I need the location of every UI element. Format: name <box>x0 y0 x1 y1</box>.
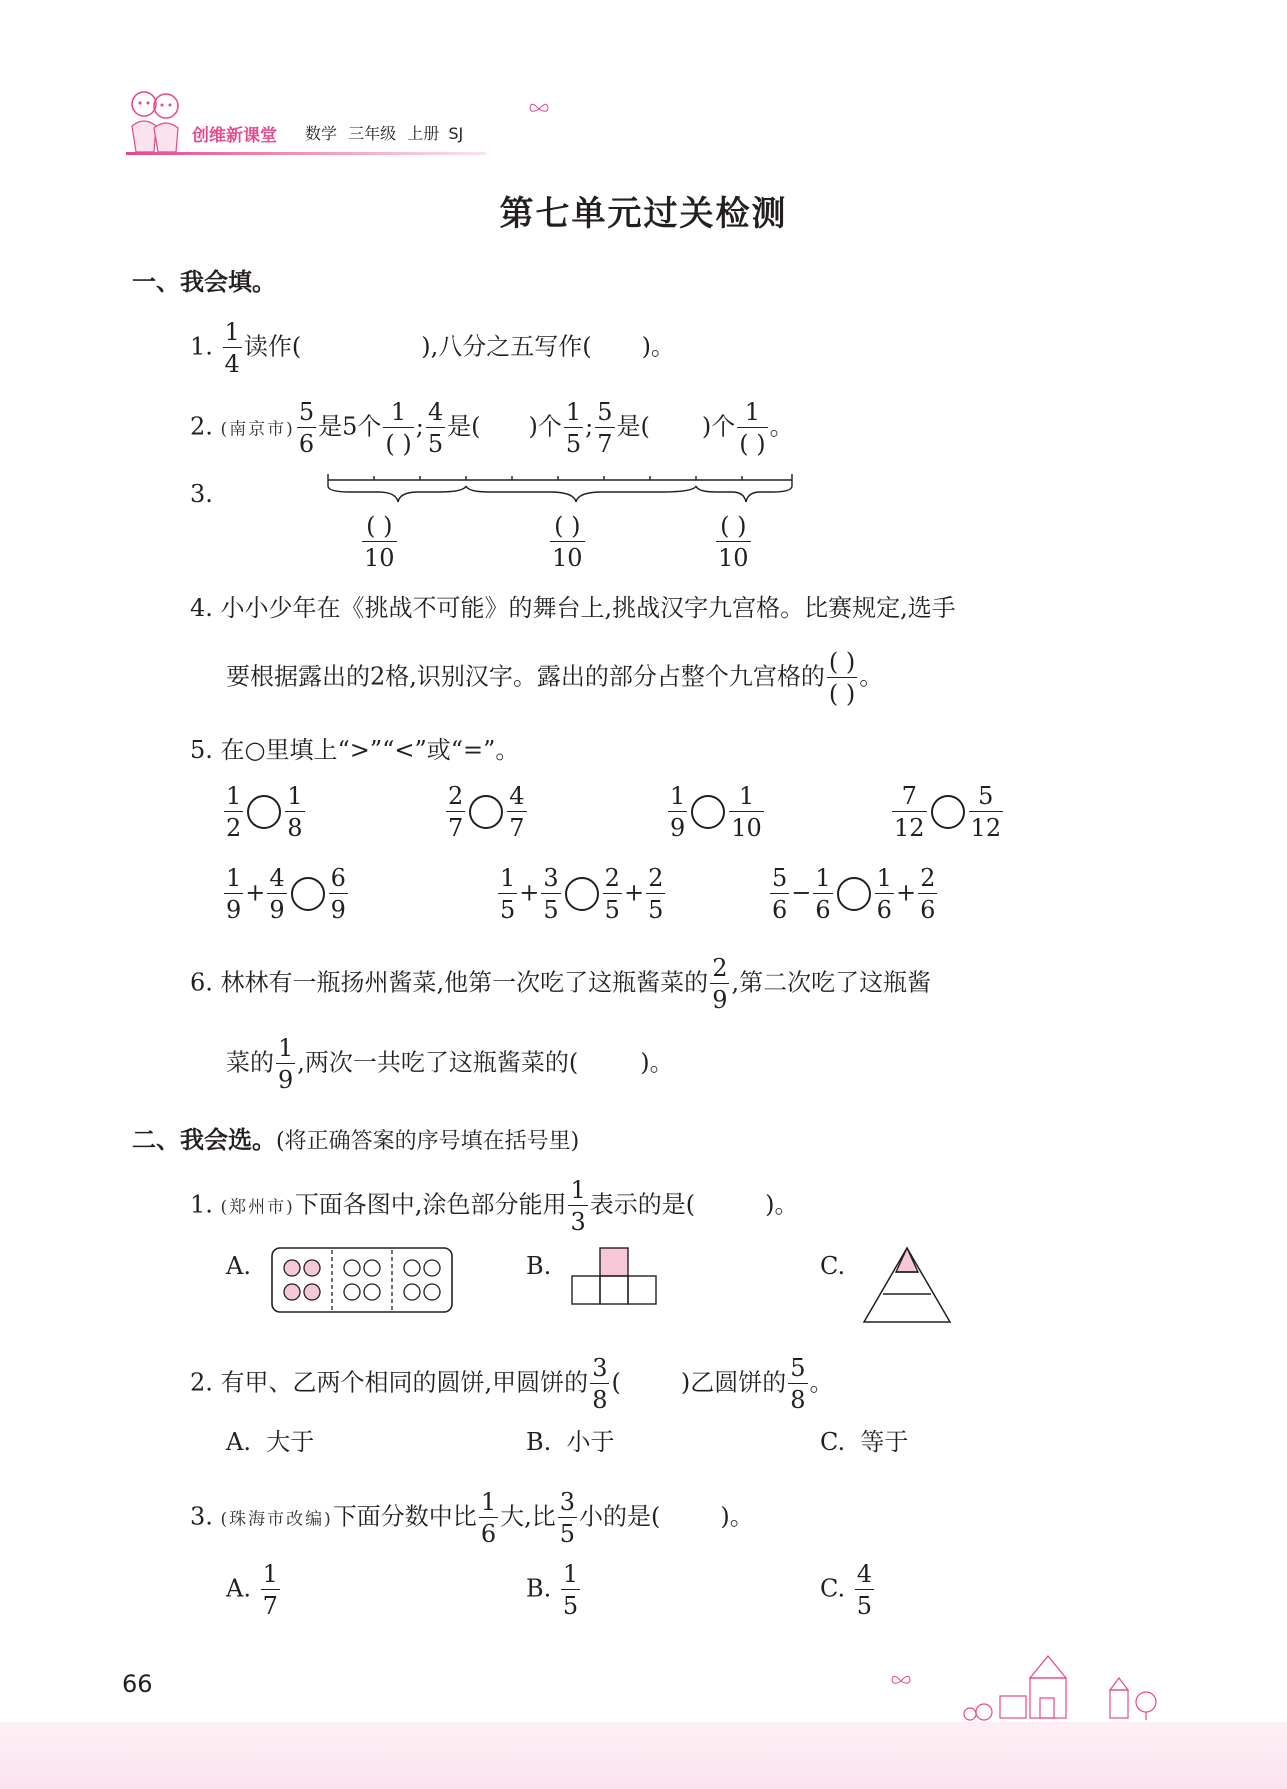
s2-q1 <box>190 1178 798 1234</box>
page-title: 第七单元过关检测 <box>499 194 788 234</box>
fraction: $\frac{5}{6}$ <box>298 398 315 458</box>
s1-q1 <box>190 320 675 376</box>
q-text: 是( <box>616 412 650 441</box>
s1-q5 <box>190 738 519 762</box>
q-text: 小小少年在《挑战不可能》的舞台上,挑战汉字九宫格。比赛规定,选手 <box>220 594 956 622</box>
q-number: 1. <box>190 1190 213 1219</box>
fraction-blank[interactable]: $\frac{1}{( )}$ <box>739 398 766 458</box>
q-text: 小的是( <box>579 1502 661 1531</box>
butterfly-icon <box>890 1672 912 1690</box>
q-text: 表示的是( <box>589 1190 696 1219</box>
header-subject <box>305 121 463 144</box>
q-source: (珠海市改编) <box>220 1509 333 1530</box>
q-text: ,两次一共吃了这瓶酱菜的( <box>297 1048 579 1077</box>
s1-q4-line2: 要根据露出的2格,识别汉字。露出的部分占整个九宫格的 $\frac{( )}{( )}$ 。 <box>226 648 884 708</box>
q-number: 3. <box>190 1502 213 1531</box>
fraction: $\frac{5}{7}$ <box>597 398 613 458</box>
q-text: 是5个 <box>318 412 382 441</box>
option-c[interactable]: C. 等于 <box>820 1428 909 1456</box>
q-text: 下面各图中,涂色部分能用 <box>294 1190 567 1219</box>
q-number: 4. <box>190 594 213 622</box>
fraction: $\frac{1}{5}$ <box>565 398 582 458</box>
header-term: 上册 <box>407 124 440 143</box>
fraction: $\frac{1}{6}$ <box>480 1488 497 1548</box>
q-number: 1. <box>190 332 213 361</box>
q-number: 6. <box>190 968 213 997</box>
compare-circle[interactable] <box>931 795 965 829</box>
q-text: 要根据露出的2格,识别汉字。露出的部分占整个九宫格的 <box>226 662 825 691</box>
q-text: )。 <box>641 332 675 361</box>
header-grade: 三年级 <box>348 124 397 143</box>
option-a-label[interactable]: A. <box>226 1252 251 1280</box>
page-number: 66 <box>122 1670 153 1698</box>
fraction: $\frac{1}{4}$ <box>224 318 240 378</box>
fraction: $\frac{3}{5}$ <box>559 1488 576 1548</box>
q-text: 在○里填上“>”“<”或“=”。 <box>220 736 520 764</box>
butterfly-icon <box>528 100 550 118</box>
q-text: )个 <box>528 412 562 441</box>
fraction: $\frac{3}{8}$ <box>592 1354 608 1414</box>
s1-q6 <box>190 956 931 1012</box>
s1-q4 <box>190 596 956 620</box>
q-number: 2. <box>190 1368 213 1397</box>
compare-circle[interactable] <box>291 877 325 911</box>
footer-band <box>0 1722 1287 1789</box>
compare-item: $\frac{1}{9}$ + $\frac{4}{9}$ $\frac{6}{9}$ <box>226 864 346 924</box>
fraction-blank[interactable]: $\frac{1}{( )}$ <box>385 398 412 458</box>
q-number: 2. <box>190 412 213 441</box>
fraction-blank[interactable]: $\frac{( )}{( )}$ <box>828 648 856 708</box>
fraction: $\frac{5}{8}$ <box>790 1354 806 1414</box>
option-b-squares-figure[interactable] <box>570 1246 660 1308</box>
q-text: )。 <box>720 1502 754 1531</box>
s1-q3-number: 3. <box>190 480 213 508</box>
fraction: $\frac{1}{9}$ <box>278 1034 294 1094</box>
footer-castle-icon <box>940 1650 1170 1722</box>
option-a[interactable]: A. $\frac{1}{7}$ <box>226 1560 278 1620</box>
fraction: $\frac{4}{5}$ <box>427 398 444 458</box>
option-a[interactable]: A. 大于 <box>226 1428 315 1456</box>
s1-q6-line2 <box>226 1036 674 1092</box>
q-text: 菜的 <box>226 1048 274 1077</box>
option-b[interactable]: B. 小于 <box>526 1428 615 1456</box>
q-source: (郑州市) <box>220 1197 295 1218</box>
section2-heading: 二、我会选。 <box>132 1126 276 1154</box>
option-c[interactable]: C. $\frac{4}{5}$ <box>820 1560 873 1620</box>
option-b-label[interactable]: B. <box>526 1252 552 1280</box>
compare-circle[interactable] <box>837 877 871 911</box>
header-subject-name: 数学 <box>305 124 338 143</box>
fraction: $\frac{2}{9}$ <box>712 954 728 1014</box>
q-text: ,第二次吃了这瓶酱 <box>731 968 932 997</box>
q-text: 林林有一瓶扬州酱菜,他第一次吃了这瓶酱菜的 <box>220 968 709 997</box>
option-b[interactable]: B. $\frac{1}{5}$ <box>526 1560 579 1620</box>
number-line-label-1[interactable]: $\frac{( )}{10}$ <box>364 512 395 572</box>
compare-item: $\frac{1}{5}$ + $\frac{3}{5}$ $\frac{2}{5}$ + $\frac{2}{5}$ <box>500 864 664 924</box>
q-text: )。 <box>765 1190 799 1219</box>
header-brand: 创维新课堂 <box>192 126 277 146</box>
q-text: 是( <box>447 412 481 441</box>
number-line-label-3[interactable]: $\frac{( )}{10}$ <box>718 512 749 572</box>
compare-item: $\frac{1}{2}$ $\frac{1}{8}$ <box>226 782 303 842</box>
section2-note: (将正确答案的序号填在括号里) <box>276 1129 580 1154</box>
compare-circle[interactable] <box>691 795 725 829</box>
option-c-triangle-figure[interactable] <box>862 1246 952 1326</box>
fraction: $\frac{1}{3}$ <box>570 1176 586 1236</box>
option-a-circles-figure[interactable] <box>270 1246 454 1316</box>
q-text: 下面分数中比 <box>332 1502 477 1531</box>
header-mascot-icon <box>126 86 184 156</box>
compare-item: $\frac{7}{12}$ $\frac{5}{12}$ <box>894 782 1002 842</box>
q-text: 有甲、乙两个相同的圆饼,甲圆饼的 <box>220 1368 589 1397</box>
option-c-label[interactable]: C. <box>820 1252 846 1280</box>
header-underline <box>126 152 486 155</box>
q-text: )乙圆饼的 <box>680 1368 787 1397</box>
section2-heading-row <box>132 1120 579 1155</box>
number-line-label-2[interactable]: $\frac{( )}{10}$ <box>552 512 583 572</box>
q-text: 读作( <box>243 332 302 361</box>
q-text: 大,比 <box>500 1502 556 1531</box>
header-edition: SJ <box>448 124 464 143</box>
compare-circle[interactable] <box>565 877 599 911</box>
compare-item: $\frac{1}{9}$ $\frac{1}{10}$ <box>670 782 762 842</box>
compare-circle[interactable] <box>247 795 281 829</box>
q-number: 5. <box>190 736 213 764</box>
s1-q2: 2. (南京市) $\frac{5}{6}$ 是5个 $\frac{1}{( )}$ ; $\frac{4}{5}$ 是( )个 $\frac{1}{5}$ ; $\frac{5}{7}$ 是( )个 $\frac{1}{( )}$ 。 <box>190 398 794 458</box>
q-text: )个 <box>701 412 736 441</box>
q-text: )。 <box>640 1048 674 1077</box>
section1-heading: 一、我会填。 <box>132 268 276 296</box>
compare-item: $\frac{2}{7}$ $\frac{4}{7}$ <box>448 782 525 842</box>
q-text: ),八分之五写作( <box>421 332 592 361</box>
compare-circle[interactable] <box>469 795 503 829</box>
q-source: (南京市) <box>220 419 295 440</box>
compare-item: $\frac{5}{6}$ − $\frac{1}{6}$ $\frac{1}{6}$ + $\frac{2}{6}$ <box>772 864 936 924</box>
s2-q2: 2. 有甲、乙两个相同的圆饼,甲圆饼的 $\frac{3}{8}$ ( )乙圆饼的 $\frac{5}{8}$ 。 <box>190 1354 834 1414</box>
s2-q3 <box>190 1490 754 1546</box>
